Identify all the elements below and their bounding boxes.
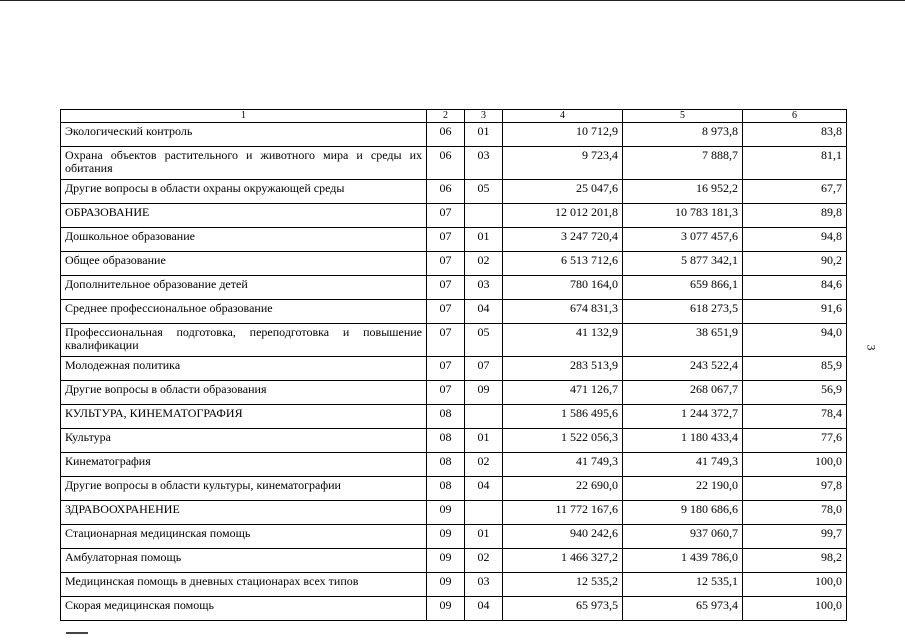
value-col-4-cell: 1 586 495,6	[503, 405, 623, 429]
value-col-5-cell: 10 783 181,3	[623, 204, 743, 228]
budget-table	[60, 109, 847, 621]
row-name-cell: Амбулаторная помощь	[61, 549, 427, 573]
row-name-cell: Другие вопросы в области культуры, кинематографии	[61, 477, 427, 501]
value-col-5-cell: 38 651,9	[623, 324, 743, 357]
section-code-cell: 08	[427, 405, 465, 429]
section-code-cell: 07	[427, 357, 465, 381]
subsection-code-cell: 01	[465, 123, 503, 147]
value-col-5-cell: 8 973,8	[623, 123, 743, 147]
value-col-4-cell: 1 466 327,2	[503, 549, 623, 573]
subsection-code-cell	[465, 204, 503, 228]
section-code-cell: 07	[427, 276, 465, 300]
value-col-5-cell: 618 273,5	[623, 300, 743, 324]
value-col-4-cell: 471 126,7	[503, 381, 623, 405]
table-row	[61, 123, 847, 147]
header-col-2: 2	[427, 110, 465, 123]
value-col-4-cell: 283 513,9	[503, 357, 623, 381]
row-name-cell: Кинематография	[61, 453, 427, 477]
table-row	[61, 147, 847, 180]
value-col-5-cell: 65 973,4	[623, 597, 743, 621]
value-col-5-cell: 9 180 686,6	[623, 501, 743, 525]
value-col-6-cell: 84,6	[743, 276, 847, 300]
scan-frame-bottom-mark	[66, 632, 88, 634]
row-name-cell: Скорая медицинская помощь	[61, 597, 427, 621]
header-col-1: 1	[61, 110, 427, 123]
value-col-6-cell: 94,0	[743, 324, 847, 357]
subsection-code-cell: 03	[465, 573, 503, 597]
subsection-code-cell: 09	[465, 381, 503, 405]
value-col-6-cell: 100,0	[743, 453, 847, 477]
section-code-cell: 07	[427, 381, 465, 405]
value-col-6-cell: 98,2	[743, 549, 847, 573]
value-col-5-cell: 659 866,1	[623, 276, 743, 300]
value-col-5-cell: 5 877 342,1	[623, 252, 743, 276]
subsection-code-cell: 01	[465, 429, 503, 453]
section-code-cell: 08	[427, 477, 465, 501]
value-col-6-cell: 77,6	[743, 429, 847, 453]
budget-table-body	[61, 110, 847, 621]
value-col-5-cell: 1 244 372,7	[623, 405, 743, 429]
section-code-cell: 09	[427, 549, 465, 573]
table-row	[61, 180, 847, 204]
value-col-6-cell: 78,0	[743, 501, 847, 525]
value-col-5-cell: 41 749,3	[623, 453, 743, 477]
table-row	[61, 300, 847, 324]
row-name-cell: ОБРАЗОВАНИЕ	[61, 204, 427, 228]
subsection-code-cell: 04	[465, 597, 503, 621]
section-code-cell: 09	[427, 573, 465, 597]
row-name-cell: Другие вопросы в области охраны окружающей среды	[61, 180, 427, 204]
table-row	[61, 549, 847, 573]
scan-frame-top-edge	[0, 0, 905, 1]
value-col-5-cell: 1 180 433,4	[623, 429, 743, 453]
table-row	[61, 252, 847, 276]
subsection-code-cell: 03	[465, 147, 503, 180]
value-col-4-cell: 12 012 201,8	[503, 204, 623, 228]
subsection-code-cell: 04	[465, 477, 503, 501]
row-name-cell: ЗДРАВООХРАНЕНИЕ	[61, 501, 427, 525]
value-col-4-cell: 41 132,9	[503, 324, 623, 357]
section-code-cell: 08	[427, 429, 465, 453]
row-name-cell: Другие вопросы в области образования	[61, 381, 427, 405]
value-col-5-cell: 937 060,7	[623, 525, 743, 549]
row-name-cell: Молодежная политика	[61, 357, 427, 381]
section-code-cell: 06	[427, 123, 465, 147]
value-col-6-cell: 89,8	[743, 204, 847, 228]
value-col-6-cell: 56,9	[743, 381, 847, 405]
value-col-6-cell: 100,0	[743, 573, 847, 597]
subsection-code-cell: 02	[465, 453, 503, 477]
value-col-4-cell: 11 772 167,6	[503, 501, 623, 525]
row-name-cell: Охрана объектов растительного и животного мира и среды их обитания	[61, 147, 427, 180]
value-col-6-cell: 78,4	[743, 405, 847, 429]
table-row	[61, 573, 847, 597]
value-col-4-cell: 780 164,0	[503, 276, 623, 300]
row-name-cell: Культура	[61, 429, 427, 453]
table-row	[61, 324, 847, 357]
table-row	[61, 405, 847, 429]
value-col-5-cell: 1 439 786,0	[623, 549, 743, 573]
value-col-4-cell: 12 535,2	[503, 573, 623, 597]
header-col-6: 6	[743, 110, 847, 123]
table-row	[61, 228, 847, 252]
value-col-4-cell: 65 973,5	[503, 597, 623, 621]
value-col-6-cell: 97,8	[743, 477, 847, 501]
header-row	[61, 110, 847, 123]
row-name-cell: Дополнительное образование детей	[61, 276, 427, 300]
subsection-code-cell: 07	[465, 357, 503, 381]
section-code-cell: 07	[427, 300, 465, 324]
section-code-cell: 09	[427, 597, 465, 621]
value-col-4-cell: 22 690,0	[503, 477, 623, 501]
section-code-cell: 07	[427, 204, 465, 228]
row-name-cell: Дошкольное образование	[61, 228, 427, 252]
value-col-4-cell: 10 712,9	[503, 123, 623, 147]
value-col-5-cell: 22 190,0	[623, 477, 743, 501]
header-col-3: 3	[465, 110, 503, 123]
row-name-cell: Профессиональная подготовка, переподготовка и повышение квалификации	[61, 324, 427, 357]
value-col-4-cell: 9 723,4	[503, 147, 623, 180]
value-col-5-cell: 3 077 457,6	[623, 228, 743, 252]
header-col-5: 5	[623, 110, 743, 123]
subsection-code-cell: 05	[465, 180, 503, 204]
value-col-6-cell: 91,6	[743, 300, 847, 324]
row-name-cell: Медицинская помощь в дневных стационарах всех типов	[61, 573, 427, 597]
row-name-cell: Общее образование	[61, 252, 427, 276]
section-code-cell: 06	[427, 180, 465, 204]
table-row	[61, 453, 847, 477]
value-col-6-cell: 100,0	[743, 597, 847, 621]
value-col-6-cell: 67,7	[743, 180, 847, 204]
section-code-cell: 08	[427, 453, 465, 477]
table-row	[61, 477, 847, 501]
header-col-4: 4	[503, 110, 623, 123]
section-code-cell: 07	[427, 228, 465, 252]
row-name-cell: КУЛЬТУРА, КИНЕМАТОГРАФИЯ	[61, 405, 427, 429]
subsection-code-cell	[465, 405, 503, 429]
section-code-cell: 06	[427, 147, 465, 180]
row-name-cell: Стационарная медицинская помощь	[61, 525, 427, 549]
subsection-code-cell: 04	[465, 300, 503, 324]
value-col-6-cell: 90,2	[743, 252, 847, 276]
value-col-5-cell: 268 067,7	[623, 381, 743, 405]
subsection-code-cell: 01	[465, 525, 503, 549]
table-row	[61, 597, 847, 621]
subsection-code-cell: 02	[465, 549, 503, 573]
subsection-code-cell: 01	[465, 228, 503, 252]
value-col-4-cell: 6 513 712,6	[503, 252, 623, 276]
table-row	[61, 204, 847, 228]
value-col-4-cell: 41 749,3	[503, 453, 623, 477]
page-number: 3	[864, 344, 879, 351]
value-col-4-cell: 940 242,6	[503, 525, 623, 549]
table-row	[61, 276, 847, 300]
subsection-code-cell: 05	[465, 324, 503, 357]
section-code-cell: 09	[427, 501, 465, 525]
value-col-6-cell: 81,1	[743, 147, 847, 180]
value-col-4-cell: 3 247 720,4	[503, 228, 623, 252]
table-row	[61, 501, 847, 525]
value-col-4-cell: 1 522 056,3	[503, 429, 623, 453]
value-col-5-cell: 16 952,2	[623, 180, 743, 204]
table-row	[61, 381, 847, 405]
value-col-4-cell: 25 047,6	[503, 180, 623, 204]
value-col-6-cell: 85,9	[743, 357, 847, 381]
section-code-cell: 09	[427, 525, 465, 549]
row-name-cell: Экологический контроль	[61, 123, 427, 147]
row-name-cell: Среднее профессиональное образование	[61, 300, 427, 324]
value-col-5-cell: 7 888,7	[623, 147, 743, 180]
value-col-6-cell: 83,8	[743, 123, 847, 147]
table-row	[61, 357, 847, 381]
subsection-code-cell	[465, 501, 503, 525]
subsection-code-cell: 03	[465, 276, 503, 300]
subsection-code-cell: 02	[465, 252, 503, 276]
value-col-6-cell: 99,7	[743, 525, 847, 549]
value-col-5-cell: 243 522,4	[623, 357, 743, 381]
section-code-cell: 07	[427, 252, 465, 276]
value-col-6-cell: 94,8	[743, 228, 847, 252]
table-row	[61, 525, 847, 549]
value-col-4-cell: 674 831,3	[503, 300, 623, 324]
section-code-cell: 07	[427, 324, 465, 357]
value-col-5-cell: 12 535,1	[623, 573, 743, 597]
table-row	[61, 429, 847, 453]
